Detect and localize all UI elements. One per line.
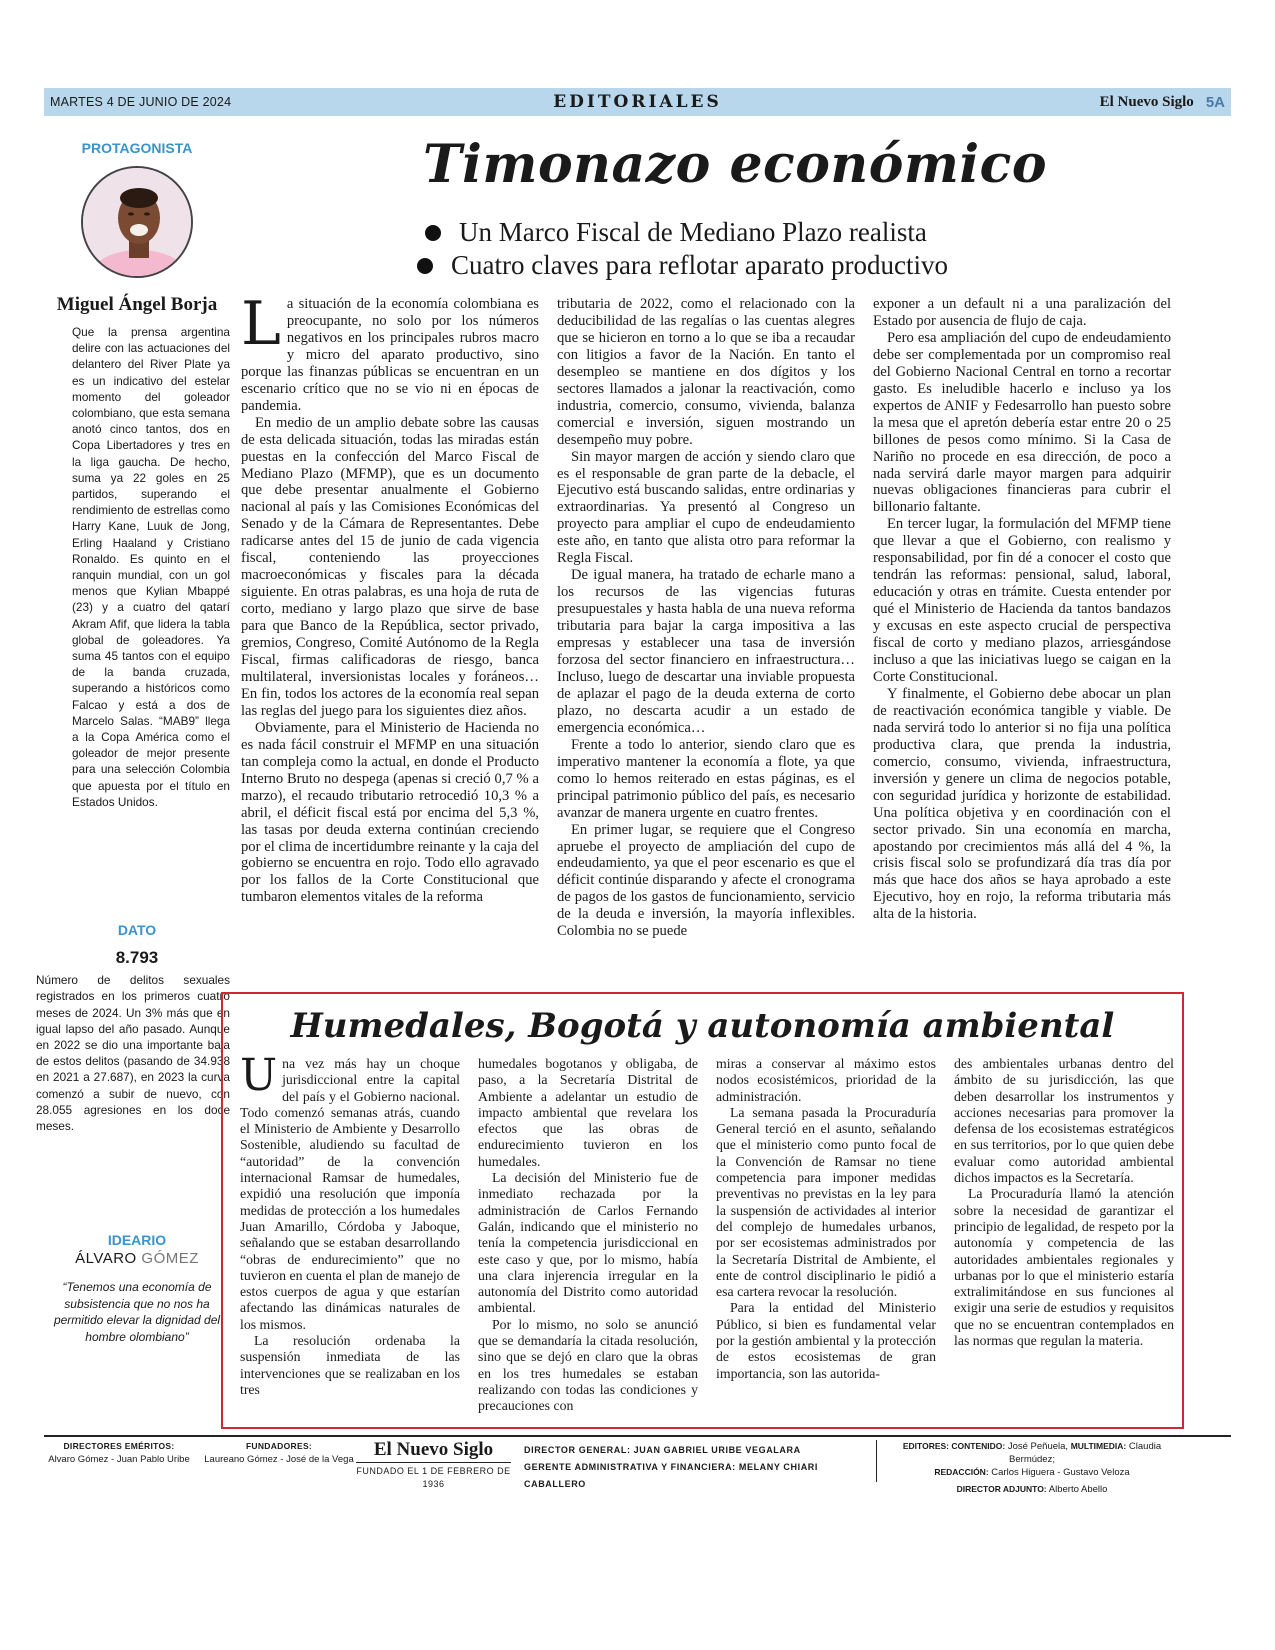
paragraph: Para la entidad del Ministerio Público, si bien es fundamental velar por la gestión ambiental y la protección de estos ecosistemas de gran importancia, son las autorida- bbox=[716, 1300, 936, 1381]
gerente: GERENTE ADMINISTRATIVA Y FINANCIERA: MELANY CHIARI CABALLERO bbox=[524, 1462, 819, 1489]
page-number: 5A bbox=[1205, 93, 1225, 111]
fundadores: FUNDADORES: Laureano Gómez - José de la Vega bbox=[204, 1441, 354, 1465]
bullet-dot-icon bbox=[417, 258, 433, 274]
secondary-editorial-title: Humedales, Bogotá y autonomía ambiental bbox=[290, 1006, 1115, 1046]
paragraph: miras a conservar al máximo estos nodos ecosistémicos, prioridad de la administración. bbox=[716, 1056, 936, 1104]
issue-date: MARTES 4 DE JUNIO DE 2024 bbox=[50, 95, 232, 109]
founded-date: FUNDADO EL 1 DE FEBRERO DE 1936 bbox=[356, 1462, 511, 1491]
ideario-author-last: GÓMEZ bbox=[141, 1250, 199, 1268]
paragraph: des ambientales urbanas dentro del ámbito de su jurisdicción, las que deben desarrollar los instrumentos y acciones necesarias para promover la defensa de los ecosistemas estratégicos en sus territorios, por lo que quien debe evaluar como autoridad ambiental dichos impactos es la Secretaría. bbox=[954, 1056, 1174, 1186]
footer-divider bbox=[44, 1435, 1231, 1437]
footer-brand: El Nuevo Siglo bbox=[373, 1439, 494, 1460]
dato-text: Número de delitos sexuales registrados en los primeros cuatro meses de 2024. Un 3% más que en igual lapso del año pasado. Aunque en 2022 se dio una importante baja de estos delitos (pasando de 34.938 en 2021 a 27.687), en 2023 la curva comenzó a subir de nuevo, con 28.055 agresiones en los doce meses. bbox=[36, 973, 230, 1133]
directores-emeritos: DIRECTORES EMÉRITOS: Alvaro Gómez - Juan Pablo Uribe bbox=[48, 1441, 190, 1465]
paragraph: De igual manera, ha tratado de echarle mano a los recursos de las vigencias futuras presupuestales y hasta habla de una nueva reforma tributaria para bajar la carga impositiva a las empresas y establecer una tasa de inversión forzosa del sector financiero en infraestructura… Incluso, luego de descartar una inviable propuesta de aplazar el pago de la deuda externa de corto plazo, no descarta acudir a un estado de emergencia económica… bbox=[557, 567, 855, 736]
ideario-heading: IDEARIO bbox=[107, 1232, 167, 1249]
header-right bbox=[1100, 94, 1225, 111]
footer-logo bbox=[356, 1438, 511, 1491]
box-column-1 bbox=[240, 1050, 460, 1398]
masthead-footer bbox=[44, 1440, 1231, 1500]
box-column-4 bbox=[954, 1056, 1174, 1349]
main-editorial-title: Timonazo económico bbox=[422, 134, 1047, 195]
main-editorial-subheads bbox=[425, 216, 1125, 282]
protagonist-portrait bbox=[81, 166, 193, 278]
director-general: DIRECTOR GENERAL: JUAN GABRIEL URIBE VEGALARA bbox=[524, 1445, 801, 1455]
paragraph: En tercer lugar, la formulación del MFMP tiene que llevar a que el Gobierno, con realismo y responsabilidad, por fin dé a conocer el costo que tendrán las reformas: pensional, salud, laboral, educación y otras en trámite. Cuesta entender por qué el Ministerio de Hacienda da tantos bandazos y excusas en este aspecto crucial de perspectiva fiscal de corto y mediano plazos, arriesgándose incluso a que las iniciativas luego se caigan en la Corte Constitucional. bbox=[873, 516, 1171, 685]
drop-cap: L bbox=[241, 289, 281, 359]
dato-number: 8.793 bbox=[115, 948, 159, 968]
subhead-text: Cuatro claves para reflotar aparato productivo bbox=[451, 250, 949, 280]
portrait-photo bbox=[83, 168, 193, 278]
paragraph: Por lo mismo, no solo se anunció que se demandaría la citada resolución, sino que se dejó en claro que la obras en los tres humedales se estaban realizando con todas las condiciones y precauciones con bbox=[478, 1316, 698, 1414]
paragraph: La Procuraduría llamó la atención sobre la necesidad de garantizar el principio de legalidad, de respeto por la autonomía y competencia de las autoridades ambientales regionales y urbanas por lo que el ministerio estaría extralimitándose en sus funciones al exigir una serie de estudios y requisitos que no se encuentran contemplados en las normas que regulan la materia. bbox=[954, 1186, 1174, 1349]
dato-heading: DATO bbox=[117, 922, 157, 939]
footer-vertical-divider bbox=[876, 1440, 877, 1482]
paragraph: Frente a todo lo anterior, siendo claro que es imperativo mantener la economía a flote, ya que como lo hemos reiterado en estas páginas, es el principal patrimonio público del país, es necesario avanzar de manera urgente en cuatro frentes. bbox=[557, 736, 855, 821]
page-header bbox=[44, 88, 1231, 116]
protagonist-name: Miguel Ángel Borja bbox=[56, 294, 218, 315]
protagonista-heading: PROTAGONISTA bbox=[81, 140, 193, 156]
box-column-3 bbox=[716, 1056, 936, 1382]
ideario-author-first: ÁLVARO bbox=[75, 1250, 137, 1268]
paragraph: En primer lugar, se requiere que el Congreso apruebe el proyecto de ampliación del cupo de endeudamiento, ya que el peor escenario es que el déficit continúe disparando y afecte el cronograma de pagos de los gastos de funcionamiento, servicio de la deuda e inversión, la mayoría inflexibles. Colombia no se puede bbox=[557, 821, 855, 940]
subhead-bullet bbox=[425, 216, 1125, 249]
paragraph: humedales bogotanos y obligaba, de paso, a la Secretaría Distrital de Ambiente a adelantar un estudio de impacto ambiental que revelara los efectos que las obras de endurecimiento tuvieron en los humedales. bbox=[478, 1056, 698, 1169]
paragraph: Sin mayor margen de acción y siendo claro que es el responsable de gran parte de la debacle, el Ejecutivo está buscando salidas, entre ordinarias y extraordinarias. Ya presentó al Congreso un proyecto para ampliar el cupo de endeudamiento este año, en tanto que alista otro para reformar la Regla Fiscal. bbox=[557, 448, 855, 567]
paragraph: La situación de la economía colombiana es preocupante, no solo por los números negativos en los principales rubros macro y micro del aparato productivo, sino porque las finanzas públicas se encuentran en un escenario crítico que no se vio ni en épocas de pandemia. bbox=[241, 289, 539, 414]
paragraph: exponer a un default ni a una paralización del Estado por ausencia de flujo de caja. bbox=[873, 296, 1171, 329]
newspaper-brand: El Nuevo Siglo bbox=[1099, 93, 1194, 110]
paragraph: En medio de un amplio debate sobre las causas de esta delicada situación, todas las miradas están puestas en la confección del Marco Fiscal de Mediano Plazo (MFMP), que es un documento que debe presentar anualmente el Gobierno nacional al país y las Comisiones Económicas del Senado y de la Cámara de Representantes. Debe radicarse antes del 15 de junio de cada vigencia fiscal, conteniendo las proyecciones macroeconómicas y fiscales para la década siguiente. En otras palabras, es una hoja de ruta de corto, mediano y largo plazo que sirve de base para que Banco de la República, sector privado, gremios, Congreso, Comité Autónomo de la Regla Fiscal, firmas calificadoras de riesgo, banca multilateral, inversionistas locales y foráneos… En fin, todos los actores de la economía real sepan las reglas del juego para los siguientes diez años. bbox=[241, 414, 539, 719]
box-column-2 bbox=[478, 1056, 698, 1415]
paragraph: Pero esa ampliación del cupo de endeudamiento debe ser complementada por un compromiso real del Gobierno Nacional Central en torno a recortar gasto. Es ineludible hacerlo e incluso ya los expertos de ANIF y Fedesarrollo han puesto sobre la mesa que el apretón debería estar entre 20 o 25 billones de pesos como mínimo. Si la Casa de Nariño no procede en esa dirección, de poco a nada servirá darle mayor margen para adquirir nuevas obligaciones financieras para cubrir el billonario faltante. bbox=[873, 329, 1171, 516]
paragraph: La resolución ordenaba la suspensión inmediata de las intervenciones que se realizaban en los tres bbox=[240, 1333, 460, 1397]
bullet-dot-icon bbox=[425, 225, 441, 241]
section-title: EDITORIALES bbox=[553, 92, 722, 112]
drop-cap: U bbox=[240, 1050, 278, 1101]
ideario-author bbox=[44, 1250, 230, 1267]
editores: EDITORES: CONTENIDO: José Peñuela, MULTIMEDIA: Claudia Bermúdez; REDACCIÓN: Carlos Higuera - Gustavo Veloza DIRECTOR ADJUNTO: Alberto Abello bbox=[902, 1441, 1162, 1495]
paragraph: Obviamente, para el Ministerio de Hacienda no es nada fácil construir el MFMP en una situación tan compleja como la actual, en donde el Producto Interno Bruto no despega (apenas si creció 0,7 % a marzo), el recaudo tributario retrocedió 10,3 % a abril, el déficit fiscal está por encima del 5,3 %, las tasas por deuda externa continúan creciendo por el clima de incertidumbre reinante y la caja del gobierno se encuentra en rojo. Todo ello agravado por los fallos de la Corte Constitucional que tumbaron elementos vitales de la reforma bbox=[241, 719, 539, 906]
paragraph: Y finalmente, el Gobierno debe abocar un plan de reactivación económica tangible y viable. De nada servirá todo lo anterior si no fija una política productiva clara, que prenda la industria, comercio, consumo, vivienda, infraestructura, inversión y genere un clima de negocios potable, con seguridad jurídica y horizonte de estabilidad. Una política objetiva y en coordinación con el sector privado. Sin una economía en marcha, apostando por crecimientos más allá del 4 %, la crisis fiscal solo se profundizará día tras día por más que hace dos años se haya aprobado a este Ejecutivo, hoy en rojo, la reforma tributaria más alta de la historia. bbox=[873, 685, 1171, 923]
secondary-editorial-box bbox=[221, 992, 1184, 1429]
ideario-quote: “Tenemos una economía de subsistencia que no nos ha permitido elevar la dignidad del hombre olombiano” bbox=[53, 1280, 221, 1344]
paragraph: Una vez más hay un choque jurisdiccional entre la capital del país y el Gobierno nacional. Todo comenzó semanas atrás, cuando el Ministerio de Ambiente y Desarrollo Sostenible, aludiendo su facultad de “autoridad” de la convención internacional Ramsar de humedales, expidió una resolución que imponía medidas de protección a los humedales Juan Amarillo, Córdoba y Jaboque, señalando que se estaban desarrollando “obras de endurecimiento” que no tuvieron en cuenta el plan de manejo de estos cuerpos de agua y que estarían afectando las dinámicas naturales de los mismos. bbox=[240, 1050, 460, 1332]
paragraph: tributaria de 2022, como el relacionado con la deducibilidad de las regalías o las cuentas alegres que se hicieron en torno a lo que se iba a recaudar con litigios a favor de la Nación. En tanto el desempleo se mantiene en dos dígitos y los sectores llamados a jalonar la reactivación, como industria, comercio, consumo, vivienda, balanza comercial e inversión, siguen mostrando un desempeño muy pobre. bbox=[557, 296, 855, 448]
subhead-text: Un Marco Fiscal de Mediano Plazo realista bbox=[459, 217, 927, 247]
protagonist-text: Que la prensa argentina delire con las actuaciones del delantero del River Plate ya es un indicativo del estelar momento del goleador colombiano, que esta semana anotó cinco tantos, dos en Copa Libertadores y tres en la liga gaucha. De hecho, suma ya 22 goles en 25 partidos, superando el rendimiento de estrellas como Harry Kane, Luuk de Jong, Erling Haaland y Cristiano Ronaldo. Es quinto en el ranquin mundial, con un gol menos que Kylian Mbappé (23) y a cuatro del qatarí Akram Afif, que lidera la tabla global de goleadores. Ya suma 45 tantos con el equipo de la banda cruzada, superando a históricos como Falcao y está a dos de Marcelo Salas. “MAB9” llega a la Copa América como el goleador de mejor presente para una selección Colombia que apuesta por el título en Estados Unidos. bbox=[72, 325, 230, 809]
paragraph: La decisión del Ministerio fue de inmediato rechazada por la administración de Carlos Fernando Galán, indicando que el ministerio no tenía la competencia jurisdiccional en este caso y que, por lo mismo, había una clara injerencia irregular en la autonomía del Distrito como autoridad ambiental. bbox=[478, 1170, 698, 1316]
management bbox=[524, 1442, 869, 1493]
paragraph: La semana pasada la Procuraduría General terció en el asunto, señalando que el ministerio como punto focal de la Convención de Ramsar no tiene competencia para imponer medidas preventivas no previstas en la ley para la suspensión de actividades al interior del complejo de humedales urbanos, por ser ecosistemas administrados por la Secretaría Distrital de Ambiente, el ente de control disciplinario le pidió a esa cartera revocar la resolución. bbox=[716, 1104, 936, 1300]
sidebar bbox=[36, 140, 230, 1345]
subhead-bullet bbox=[417, 249, 1125, 282]
main-column-3 bbox=[873, 296, 1171, 923]
main-column-1 bbox=[241, 289, 539, 906]
main-column-2 bbox=[557, 296, 855, 940]
